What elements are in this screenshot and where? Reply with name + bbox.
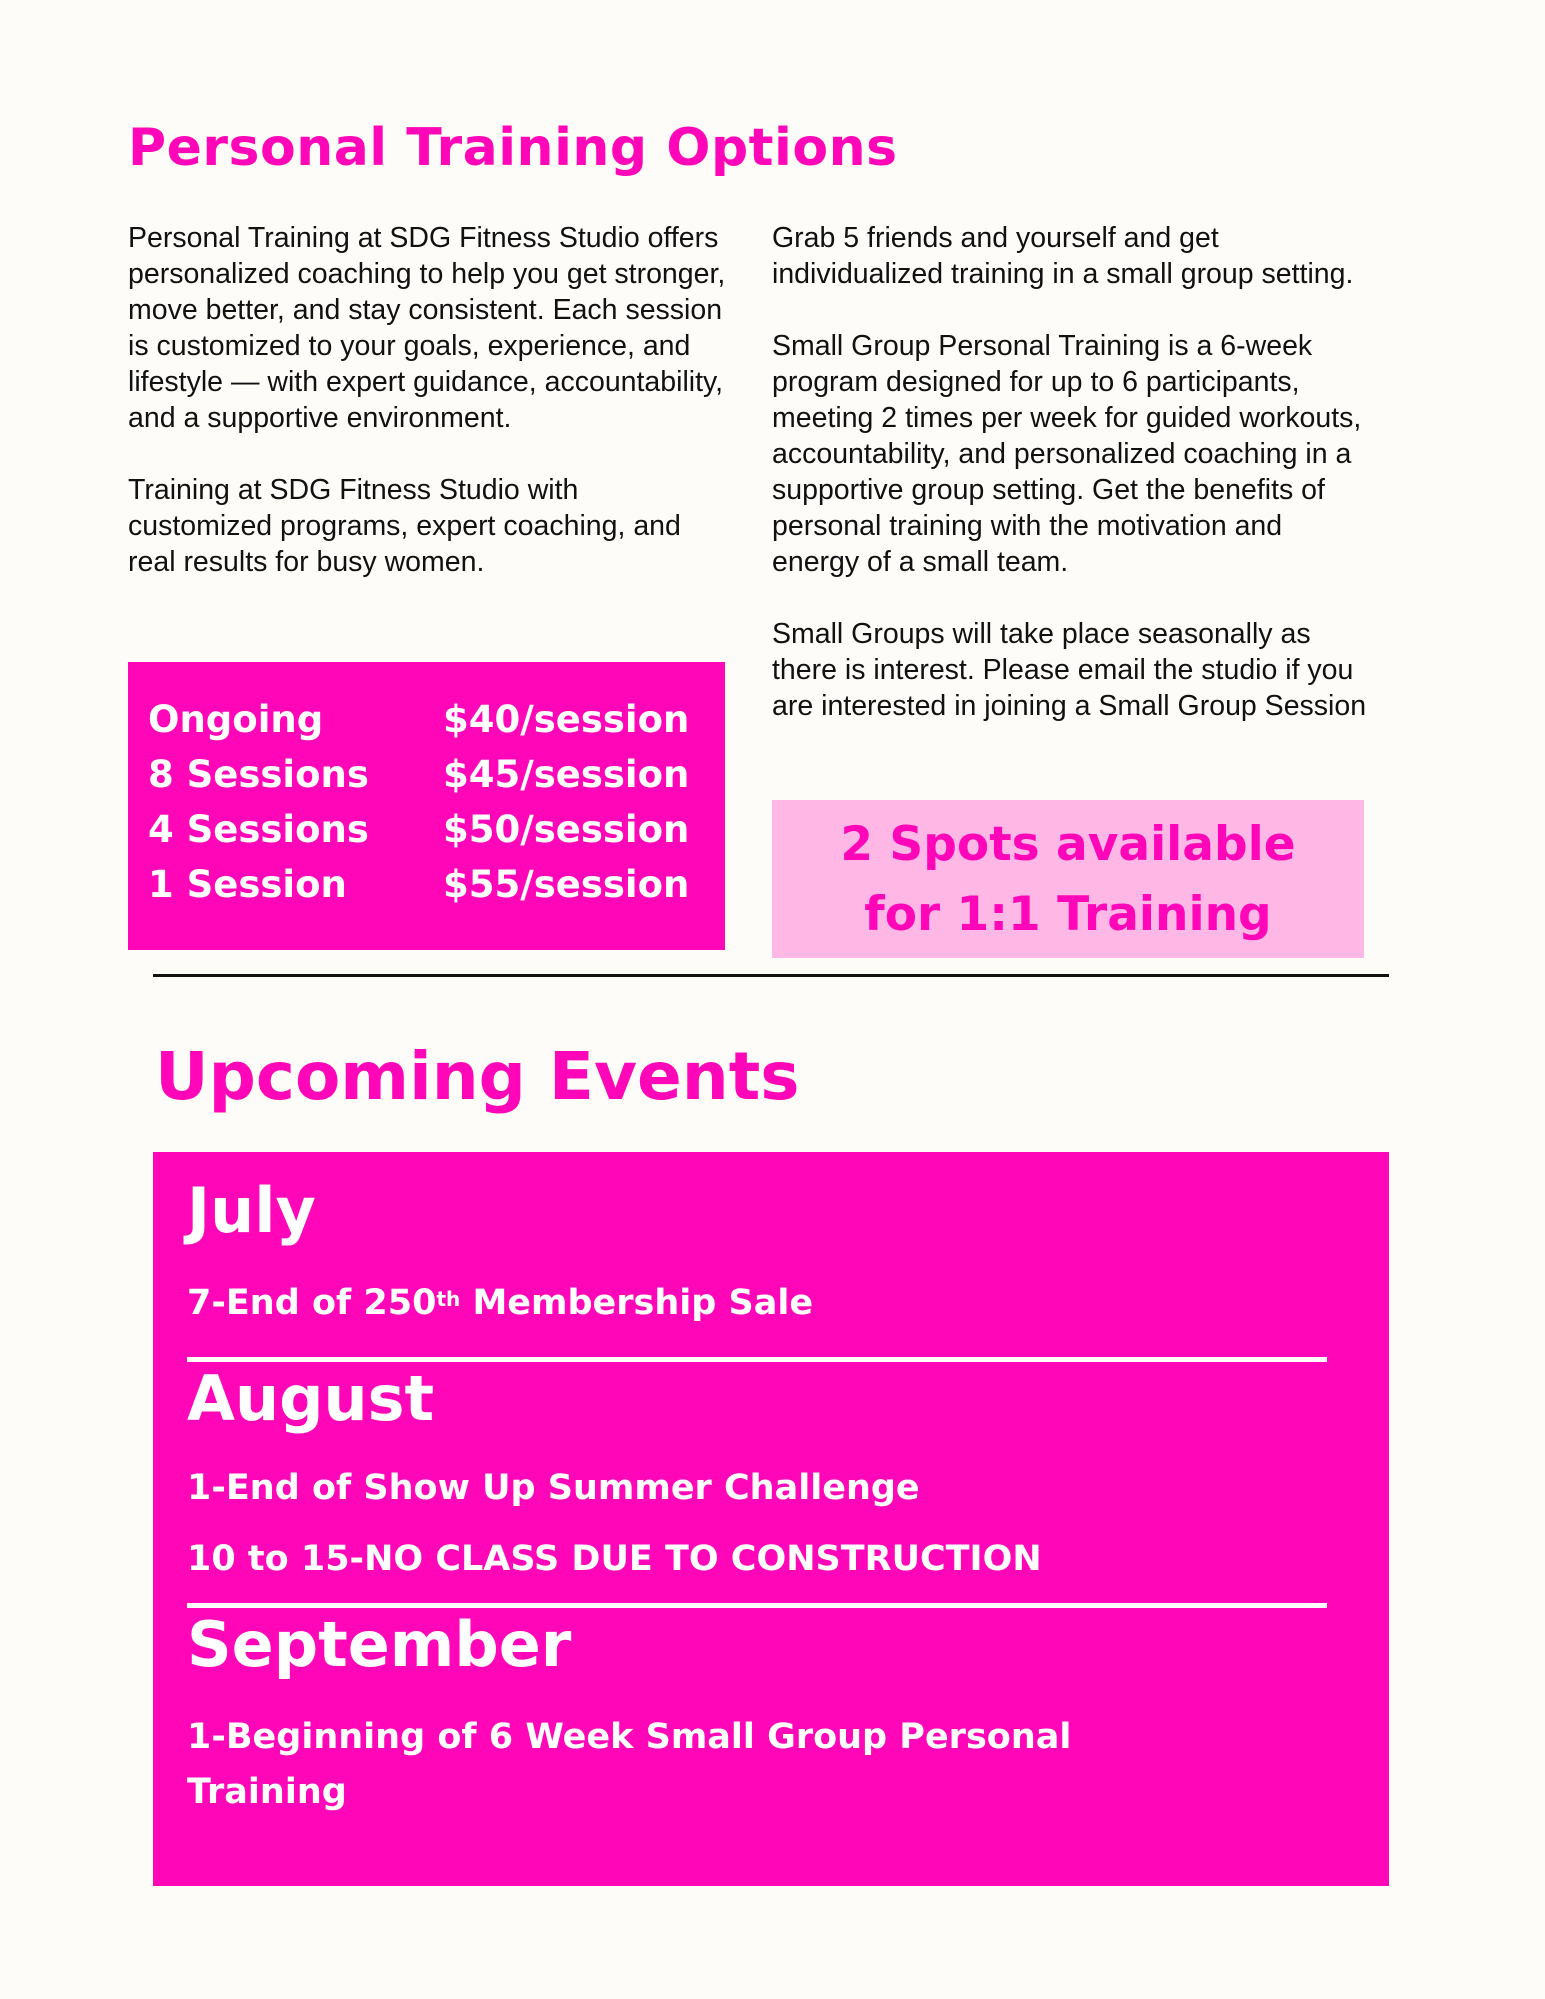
personal-training-title: Personal Training Options: [128, 118, 898, 178]
pricing-value: $45/session: [443, 753, 690, 796]
spots-line: for 1:1 Training: [864, 887, 1272, 942]
pricing-label: 1 Session: [148, 863, 347, 906]
section-divider: [153, 974, 1389, 977]
pricing-label: 4 Sessions: [148, 808, 369, 851]
pricing-label: 8 Sessions: [148, 753, 369, 796]
month-heading: August: [187, 1362, 435, 1435]
paragraph: Small Group Personal Training is a 6-week program designed for up to 6 participants, meeting 2 times per week for guided workouts, accountability, and personalized coaching in a supportive group setting. Get the benefits of personal training with the motivation and energy of a small team.: [772, 330, 1362, 578]
event-item: 10 to 15-NO CLASS DUE TO CONSTRUCTION: [187, 1539, 1042, 1579]
paragraph: Grab 5 friends and yourself and get individualized training in a small group setting.: [772, 222, 1354, 290]
event-item: 1-End of Show Up Summer Challenge: [187, 1468, 920, 1508]
pricing-value: $55/session: [443, 863, 690, 906]
spots-available-callout: [772, 800, 1364, 958]
paragraph: Personal Training at SDG Fitness Studio offers personalized coaching to help you get stronger, move better, and stay consistent. Each session is customized to your goals, experience, and lifestyle — with expert guidance, accountability, and a supportive environment.: [128, 222, 726, 434]
events-box: [153, 1152, 1389, 1886]
paragraph: Small Groups will take place seasonally as there is interest. Please email the studio if you are interested in joining a Small Group Session: [772, 618, 1367, 722]
pricing-value: $40/session: [443, 698, 690, 741]
paragraph: Training at SDG Fitness Studio with customized programs, expert coaching, and real results for busy women.: [128, 474, 681, 578]
pricing-value: $50/session: [443, 808, 690, 851]
month-heading: September: [187, 1608, 572, 1681]
pricing-label: Ongoing: [148, 698, 324, 741]
upcoming-events-title: Upcoming Events: [155, 1038, 800, 1115]
personal-training-description: [128, 220, 728, 616]
event-item: 7-End of 250th Membership Sale: [187, 1283, 814, 1323]
month-heading: July: [187, 1174, 316, 1247]
spots-line: 2 Spots available: [840, 817, 1296, 872]
event-item: 1-Beginning of 6 Week Small Group Personal Training: [187, 1717, 1072, 1812]
small-group-description: [772, 220, 1372, 760]
pricing-box: [128, 662, 725, 950]
